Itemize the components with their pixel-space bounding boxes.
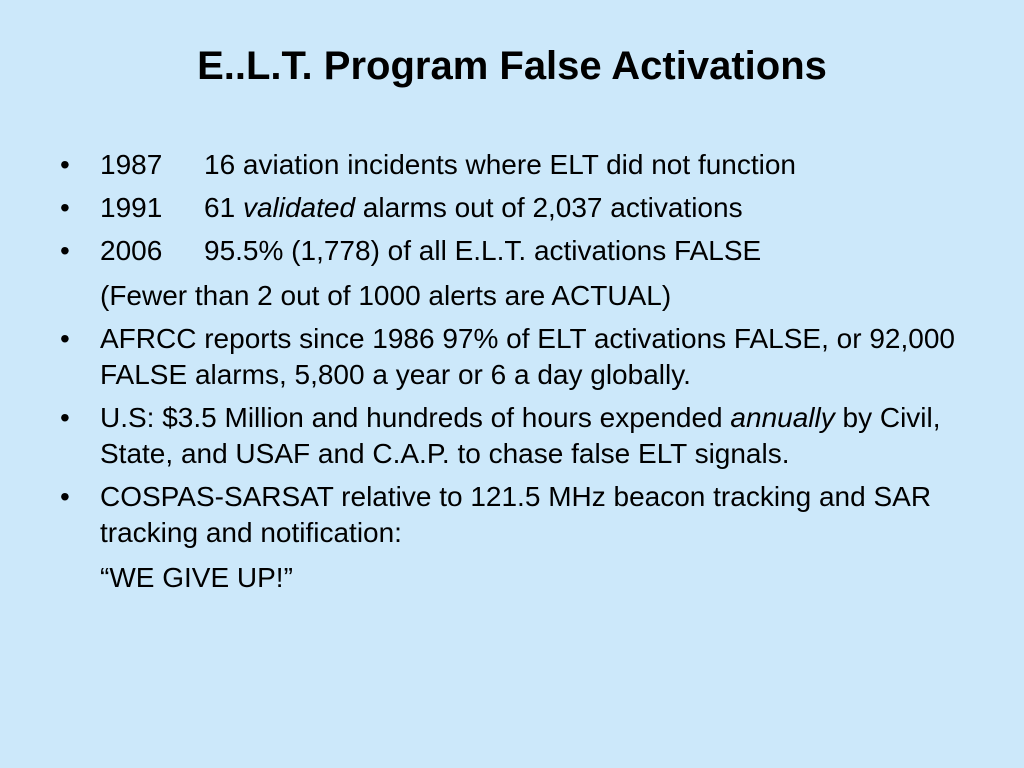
bullet-text-post: alarms out of 2,037 activations: [355, 192, 743, 223]
bullet-year: 2006: [100, 235, 163, 266]
slide-title: E..L.T. Program False Activations: [197, 44, 827, 88]
bullet-text: AFRCC reports since 1986 97% of ELT activations FALSE, or 92,000 FALSE alarms, 5,800 a year or 6 a day globally.: [100, 323, 955, 390]
bullet-continuation: [60, 278, 960, 314]
bullet-text: 16 aviation incidents where ELT did not function: [204, 149, 797, 180]
bullet-text: COSPAS-SARSAT relative to 121.5 MHz beacon tracking and SAR tracking and notification:: [100, 481, 932, 548]
bullet-item-1991: [60, 190, 960, 226]
bullet-marker: •: [60, 235, 70, 266]
bullet-year: 1987: [100, 149, 163, 180]
bullet-text-post: by Civil, State, and USAF and C.A.P. to chase false ELT signals.: [100, 402, 941, 469]
bullet-marker: •: [60, 402, 70, 433]
bullet-item-us-cost: [60, 400, 960, 472]
bullet-marker: •: [60, 481, 70, 512]
bullet-list: [60, 140, 960, 596]
bullet-text-pre: U.S: $3.5 Million and hundreds of hours expended: [100, 402, 731, 433]
bullet-item-1987: [60, 147, 960, 183]
bullet-text-emphasis: validated: [242, 192, 356, 223]
continuation-text: (Fewer than 2 out of 1000 alerts are ACTUAL): [100, 280, 672, 311]
bullet-text-emphasis: annually: [730, 402, 835, 433]
bullet-year: 1991: [100, 192, 163, 223]
bullet-marker: •: [60, 192, 70, 223]
bullet-item-2006: [60, 233, 960, 269]
bullet-item-cospas-sarsat: [60, 479, 960, 551]
bullet-marker: •: [60, 149, 70, 180]
bullet-text-pre: 61: [204, 192, 243, 223]
continuation-text: “WE GIVE UP!”: [100, 562, 293, 593]
bullet-text: 95.5% (1,778) of all E.L.T. activations FALSE: [204, 235, 762, 266]
bullet-marker: •: [60, 323, 70, 354]
bullet-item-afrcc: [60, 321, 960, 393]
bullet-continuation: [60, 560, 960, 596]
